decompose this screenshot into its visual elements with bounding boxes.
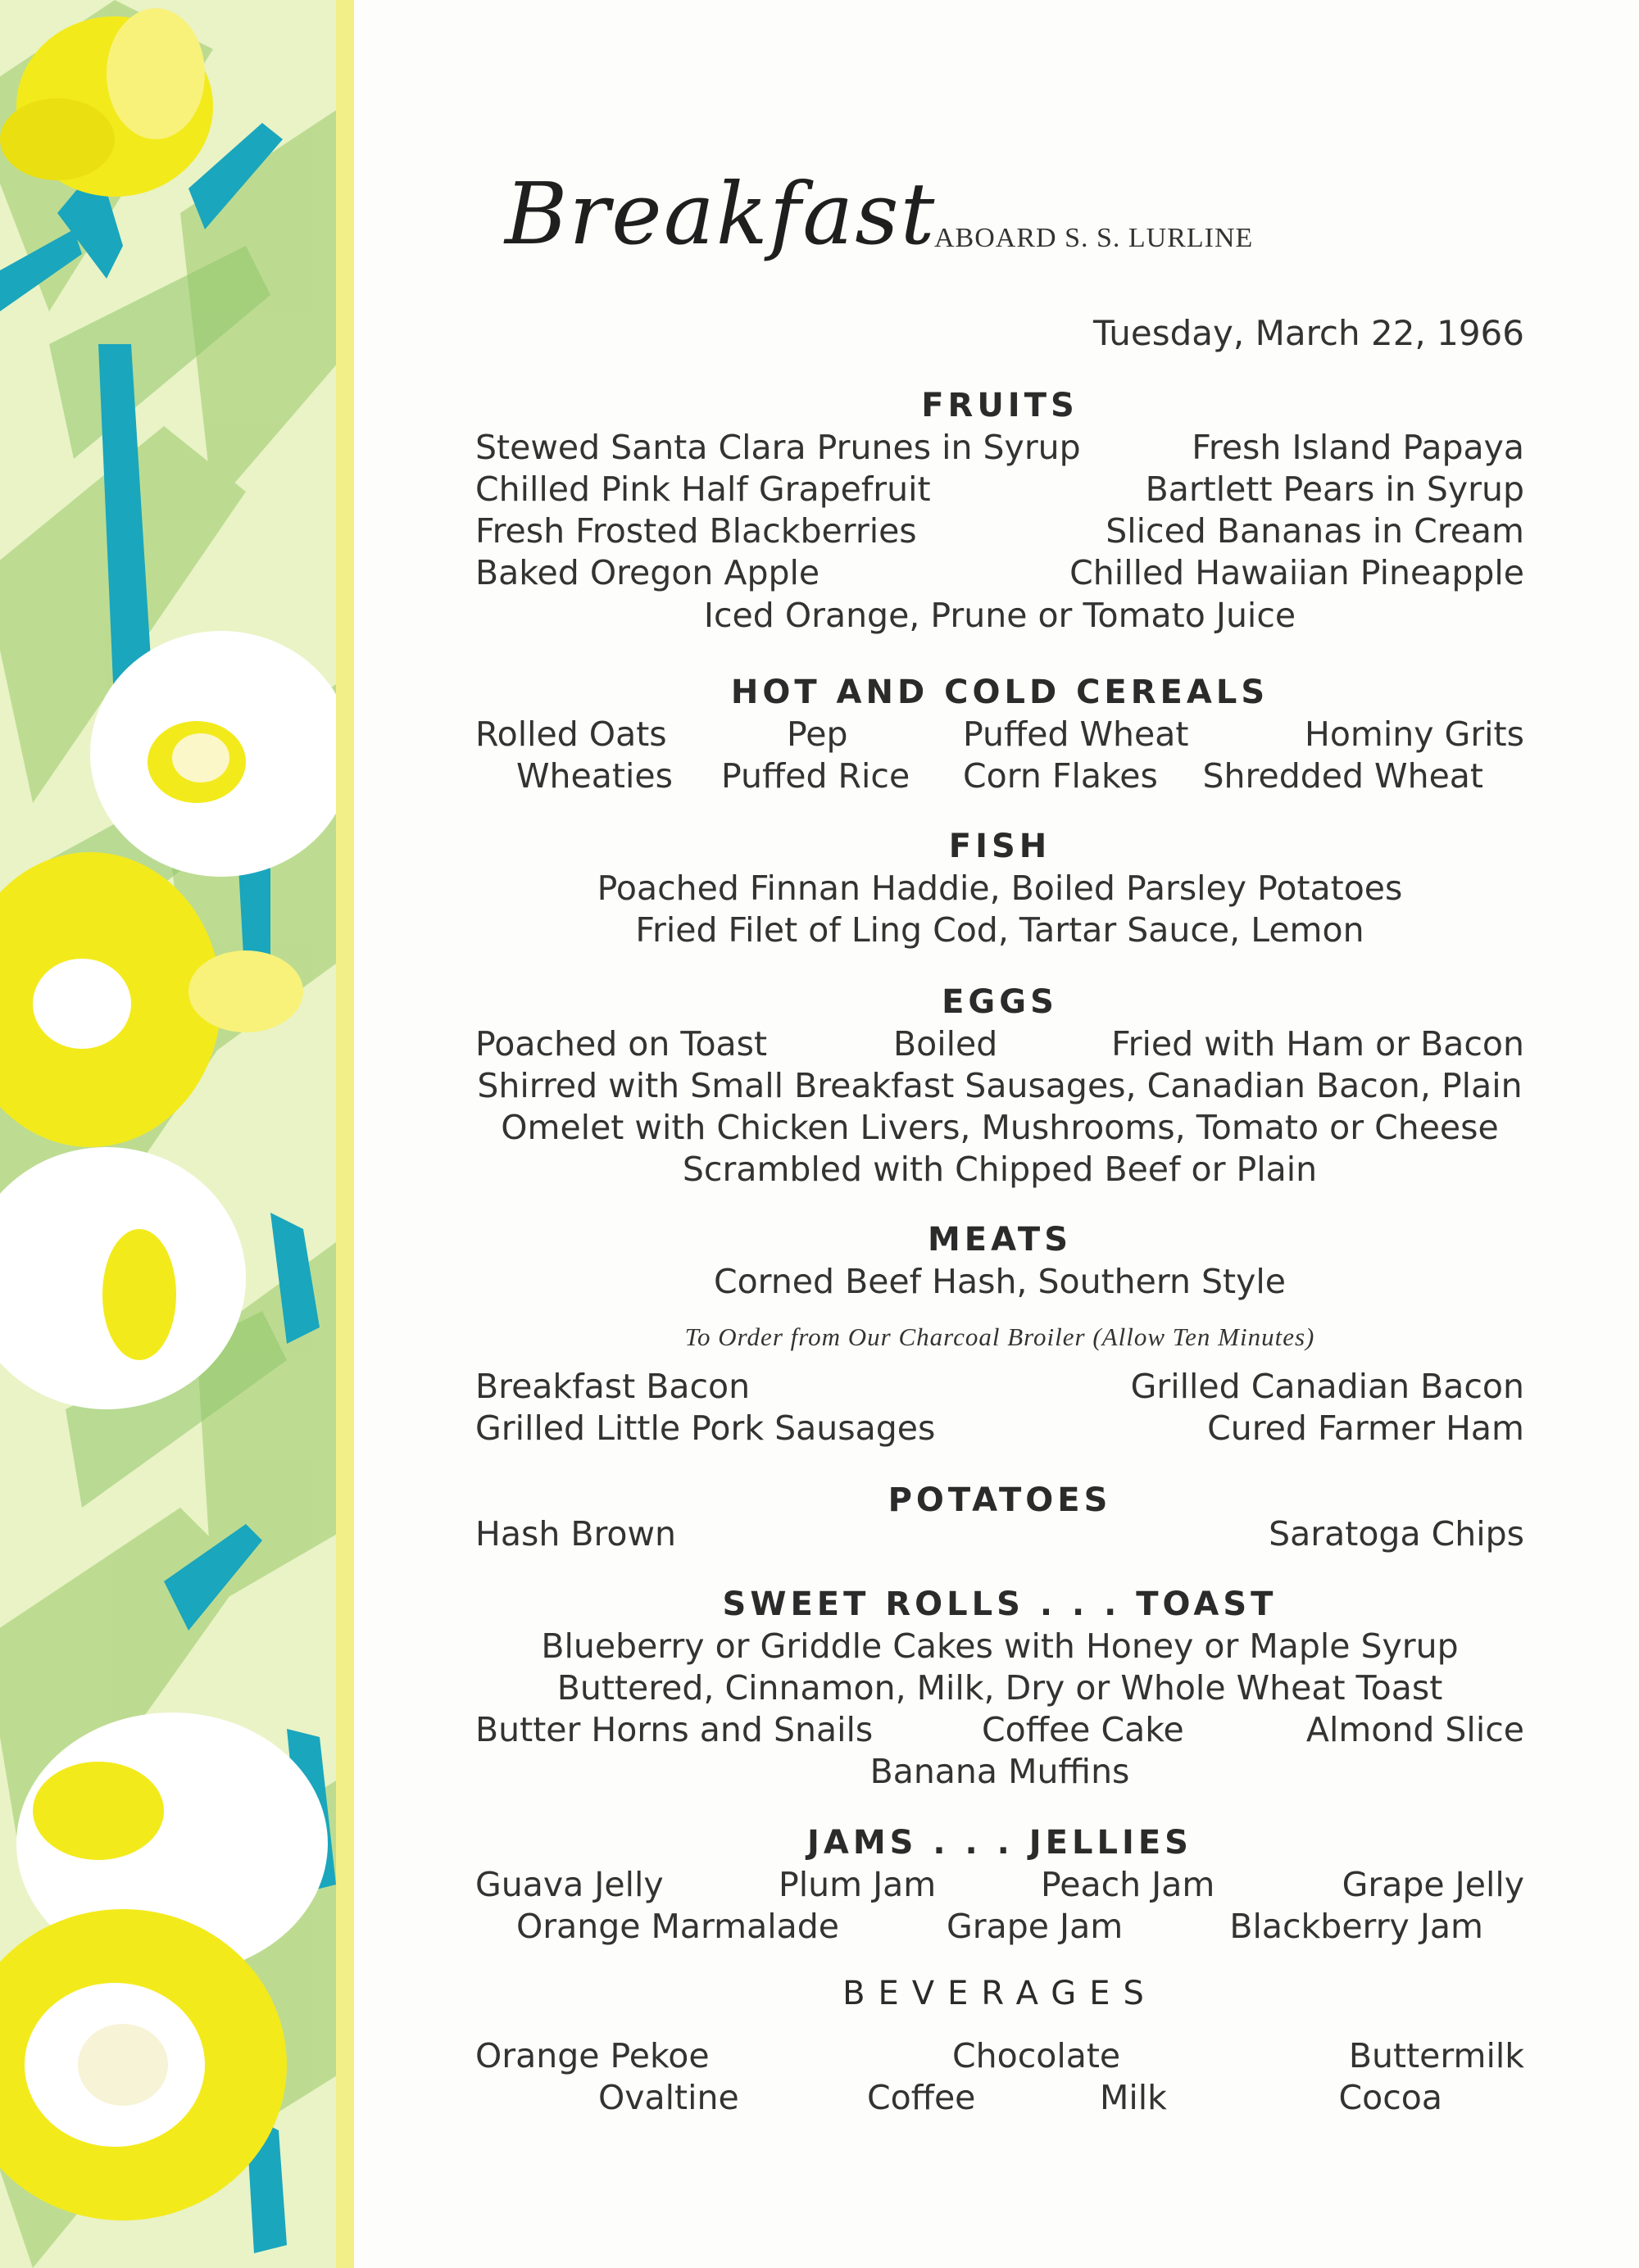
menu-item: Fried Filet of Ling Cod, Tartar Sauce, Lemon	[635, 910, 1364, 950]
fruits-row	[475, 428, 1524, 470]
menu-item: Grape Jam	[947, 1907, 1124, 1946]
jams-row	[475, 1865, 1524, 1907]
fruits-row	[475, 553, 1524, 596]
jams-row	[475, 1907, 1524, 1949]
menu-item: Rolled Oats	[475, 714, 667, 754]
menu-item: Milk	[1100, 2078, 1167, 2117]
border-stripe	[336, 0, 354, 2268]
menu-item: Chilled Pink Half Grapefruit	[475, 469, 931, 509]
menu-item: Grilled Canadian Bacon	[1130, 1367, 1524, 1406]
menu-item: Puffed Rice	[721, 756, 910, 796]
menu-item: Shirred with Small Breakfast Sausages, Canadian Bacon, Plain	[477, 1066, 1523, 1105]
menu-item: Almond Slice	[1305, 1710, 1524, 1749]
cereals-row	[475, 756, 1524, 799]
heading-cereals: HOT AND COLD CEREALS	[730, 674, 1269, 711]
menu-item: Shredded Wheat	[1202, 756, 1483, 796]
white-flower-1	[90, 631, 352, 877]
menu-subtitle: ABOARD S. S. LURLINE	[934, 223, 1254, 253]
menu-item: Scrambled with Chipped Beef or Plain	[682, 1150, 1318, 1189]
heading-potatoes: POTATOES	[888, 1481, 1112, 1519]
menu-title: Breakfast	[505, 164, 937, 264]
menu-item: Peach Jam	[1041, 1865, 1215, 1904]
menu-item: Boiled	[893, 1024, 998, 1064]
menu-item: Corned Beef Hash, Southern Style	[713, 1262, 1287, 1301]
heading-fruits: FRUITS	[921, 387, 1078, 424]
fruits-row	[475, 511, 1524, 554]
menu-item: Ovaltine	[598, 2078, 739, 2117]
menu-item: Buttered, Cinnamon, Milk, Dry or Whole Wheat Toast	[556, 1668, 1443, 1708]
menu-item: Butter Horns and Snails	[475, 1710, 874, 1749]
potatoes-row	[475, 1514, 1524, 1557]
heading-jams: JAMS . . . JELLIES	[807, 1824, 1192, 1862]
heading-beverages: BEVERAGES	[842, 1975, 1157, 2012]
heading-fish: FISH	[948, 828, 1051, 865]
menu-item: Grape Jelly	[1342, 1865, 1524, 1904]
broiler-note: To Order from Our Charcoal Broiler (Allow Ten Minutes)	[684, 1322, 1315, 1351]
menu-item: Orange Pekoe	[475, 2036, 710, 2075]
menu-item: Hash Brown	[475, 1514, 677, 1554]
heading-rolls: SWEET ROLLS . . . TOAST	[722, 1585, 1278, 1623]
heading-meats: MEATS	[927, 1221, 1073, 1259]
menu-item: Wheaties	[516, 756, 673, 796]
menu-item: Guava Jelly	[475, 1865, 664, 1904]
heading-eggs: EGGS	[942, 983, 1058, 1021]
menu-item: Corn Flakes	[963, 756, 1158, 796]
menu-item: Pep	[787, 714, 848, 754]
floral-illustration	[0, 0, 354, 2268]
rolls-row	[475, 1710, 1524, 1753]
menu-item: Plum Jam	[779, 1865, 937, 1904]
menu-item: Baked Oregon Apple	[475, 553, 820, 592]
menu-item: Orange Marmalade	[516, 1907, 839, 1946]
menu-item: Poached Finnan Haddie, Boiled Parsley Potatoes	[597, 869, 1403, 908]
menu-item: Blueberry or Griddle Cakes with Honey or Maple Syrup	[541, 1626, 1459, 1666]
menu-item: Fresh Island Papaya	[1192, 428, 1524, 467]
menu-item: Hominy Grits	[1305, 714, 1524, 754]
menu-item: Buttermilk	[1348, 2036, 1524, 2075]
beverages-row	[475, 2036, 1524, 2079]
beverages-row	[475, 2078, 1524, 2121]
menu-item: Breakfast Bacon	[475, 1367, 751, 1406]
menu-item: Stewed Santa Clara Prunes in Syrup	[475, 428, 1081, 467]
menu-date: Tuesday, March 22, 1966	[1093, 313, 1524, 353]
menu-item: Chilled Hawaiian Pineapple	[1069, 553, 1524, 592]
menu-item: Banana Muffins	[869, 1752, 1130, 1791]
menu-item: Puffed Wheat	[963, 714, 1189, 754]
meats-row	[475, 1408, 1524, 1451]
cereals-row	[475, 714, 1524, 757]
menu-item: Cured Farmer Ham	[1207, 1408, 1524, 1448]
menu-item: Iced Orange, Prune or Tomato Juice	[703, 596, 1296, 635]
menu-item: Grilled Little Pork Sausages	[475, 1408, 936, 1448]
menu-item: Fried with Ham or Bacon	[1111, 1024, 1524, 1064]
menu-item: Blackberry Jam	[1229, 1907, 1483, 1946]
floral-border	[0, 0, 354, 2268]
menu-item: Fresh Frosted Blackberries	[475, 511, 917, 551]
menu-item: Bartlett Pears in Syrup	[1145, 469, 1524, 509]
menu-item: Omelet with Chicken Livers, Mushrooms, Tomato or Cheese	[501, 1108, 1499, 1147]
menu-item: Poached on Toast	[475, 1024, 768, 1064]
meats-row	[475, 1367, 1524, 1409]
fruits-row	[475, 469, 1524, 512]
menu-item: Sliced Bananas in Cream	[1106, 511, 1524, 551]
eggs-row	[475, 1024, 1524, 1067]
menu-item: Chocolate	[952, 2036, 1121, 2075]
menu-item: Saratoga Chips	[1269, 1514, 1524, 1554]
menu-card	[475, 0, 1524, 2268]
menu-item: Coffee	[867, 2078, 976, 2117]
menu-item: Coffee Cake	[982, 1710, 1184, 1749]
menu-item: Cocoa	[1338, 2078, 1442, 2117]
